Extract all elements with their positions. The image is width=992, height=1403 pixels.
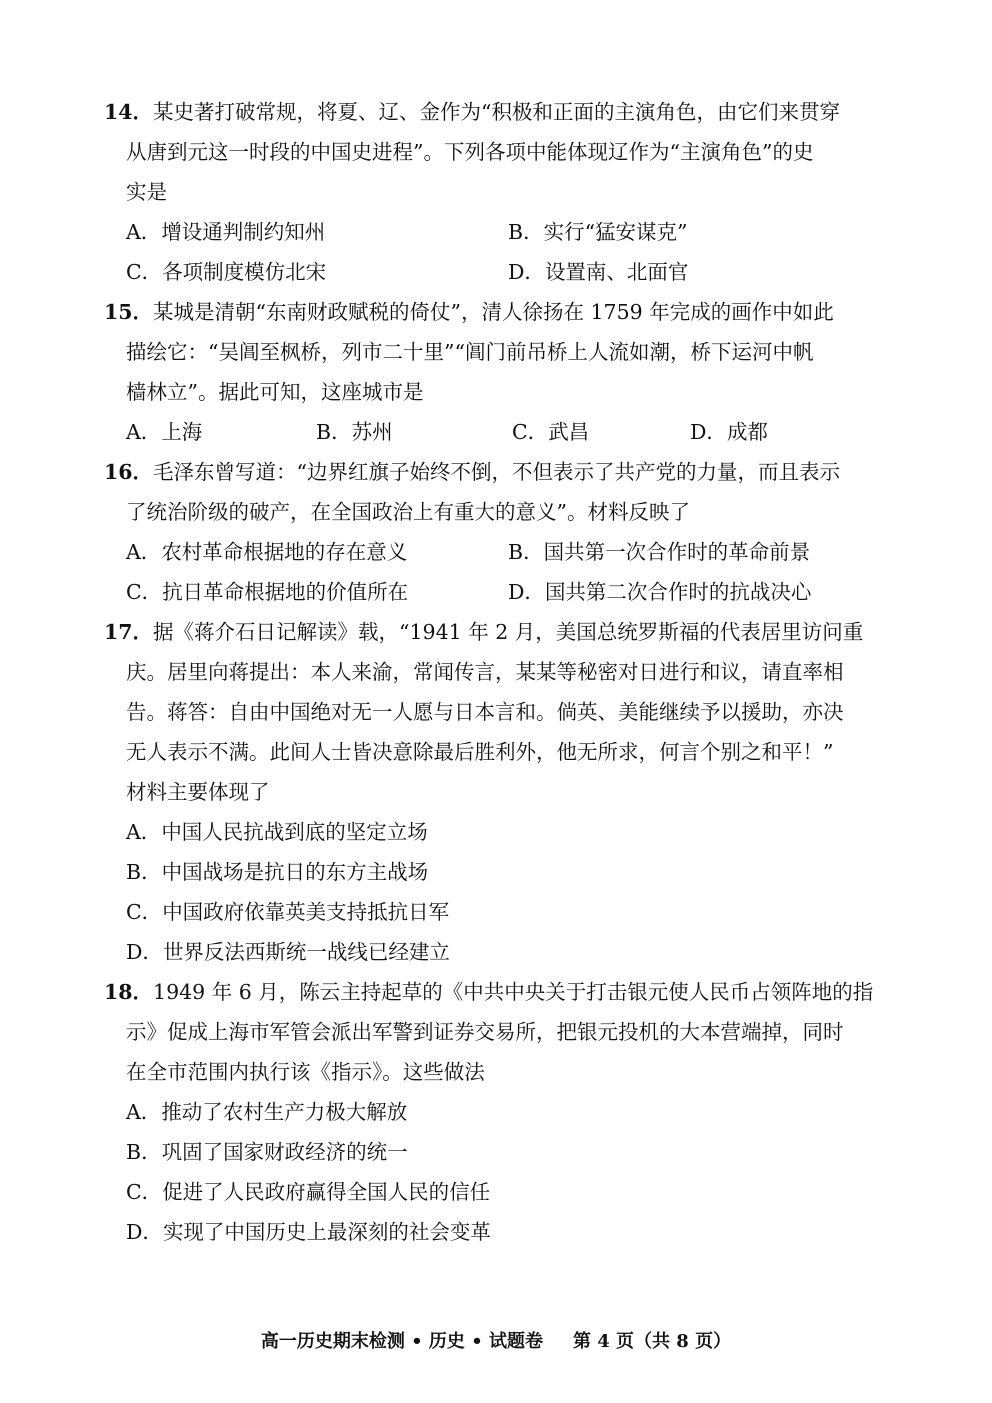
question-number: 17． (104, 620, 154, 644)
options-row (104, 532, 904, 572)
question-stem-line: 实是 (126, 180, 167, 204)
question-16 (104, 452, 904, 612)
question-15 (104, 292, 904, 452)
options-row (104, 212, 904, 252)
question-stem-line: 了统治阶级的破产，在全国政治上有重大的意义”。材料反映了 (126, 500, 690, 524)
options-column (104, 1092, 904, 1252)
options-row (104, 572, 904, 612)
question-stem-text: 毛泽东曾写道：“边界红旗子始终不倒，不但表示了共产党的力量，而且表示 (153, 460, 841, 484)
question-stem-line: 从唐到元这一时段的中国史进程”。下列各项中能体现辽作为“主演角色”的史 (126, 140, 814, 164)
option-b: B．巩固了国家财政经济的统一 (126, 1140, 408, 1164)
question-stem-line: 告。蒋答：自由中国绝对无一人愿与日本言和。倘英、美能继续予以援助，亦决 (126, 700, 844, 724)
question-stem-line (104, 452, 904, 492)
option-c: C．抗日革命根据地的价值所在 (126, 580, 409, 604)
option-a: A．中国人民抗战到底的坚定立场 (126, 820, 428, 844)
option-a: A．农村革命根据地的存在意义 (126, 540, 408, 564)
question-number: 14． (104, 100, 154, 124)
question-stem-line: 材料主要体现了 (126, 780, 270, 804)
option-d: D．国共第二次合作时的抗战决心 (508, 580, 812, 604)
option-d: D．世界反法西斯统一战线已经建立 (126, 940, 450, 964)
option-b: B．国共第一次合作时的革命前景 (508, 540, 811, 564)
question-number: 16． (104, 460, 154, 484)
option-a: A．推动了农村生产力极大解放 (126, 1100, 408, 1124)
question-stem-line: 示》促成上海市军管会派出军警到证券交易所，把银元投机的大本营端掉，同时 (126, 1020, 844, 1044)
option-c: C．促进了人民政府赢得全国人民的信任 (126, 1180, 491, 1204)
page-footer (0, 1327, 992, 1353)
question-17 (104, 612, 904, 972)
question-stem-line: 无人表示不满。此间人士皆决意除最后胜利外，他无所求，何言个别之和平！” (126, 740, 834, 764)
option-b: B．实行“猛安谋克” (508, 220, 688, 244)
question-number: 18． (104, 980, 154, 1004)
question-stem-line: 描绘它：“吴阊至枫桥，列市二十里”“阊门前吊桥上人流如潮，桥下运河中帆 (126, 340, 814, 364)
option-d: D．实现了中国历史上最深刻的社会变革 (126, 1220, 491, 1244)
option-c: C．武昌 (512, 420, 590, 444)
question-stem-line: 庆。居里向蒋提出：本人来渝，常闻传言，某某等秘密对日进行和议，请直率相 (126, 660, 844, 684)
question-stem-line: 樯林立”。据此可知，这座城市是 (126, 380, 424, 404)
option-c: C．中国政府依靠英美支持抵抗日军 (126, 900, 450, 924)
question-stem-line (104, 612, 904, 652)
question-number: 15． (104, 300, 154, 324)
question-14 (104, 92, 904, 292)
question-stem-line: 在全市范围内执行该《指示》。这些做法 (126, 1060, 485, 1084)
page-number: 第 4 页（共 8 页） (572, 1331, 732, 1352)
question-stem-text: 1949 年 6 月，陈云主持起草的《中共中央关于打击银元使人民币占领阵地的指 (153, 980, 874, 1004)
option-a: A．增设通判制约知州 (126, 220, 326, 244)
question-18 (104, 972, 904, 1252)
options-column (104, 812, 904, 972)
options-row (104, 412, 904, 452)
question-stem-text: 某城是清朝“东南财政赋税的倚仗”，清人徐扬在 1759 年完成的画作中如此 (153, 300, 834, 324)
question-stem-line (104, 972, 904, 1012)
options-row (104, 252, 904, 292)
question-stem-line (104, 292, 904, 332)
option-d: D．成都 (690, 420, 768, 444)
question-stem-line (104, 92, 904, 132)
question-stem-text: 据《蒋介石日记解读》载，“1941 年 2 月，美国总统罗斯福的代表居里访问重 (153, 620, 864, 644)
exam-title: 高一历史期末检测 • 历史 • 试题卷 (260, 1331, 543, 1352)
option-b: B．中国战场是抗日的东方主战场 (126, 860, 429, 884)
option-a: A．上海 (126, 420, 203, 444)
option-b: B．苏州 (316, 420, 393, 444)
question-stem-text: 某史著打破常规，将夏、辽、金作为“积极和正面的主演角色，由它们来贯穿 (153, 100, 841, 124)
option-c: C．各项制度模仿北宋 (126, 260, 327, 284)
option-d: D．设置南、北面官 (508, 260, 689, 284)
